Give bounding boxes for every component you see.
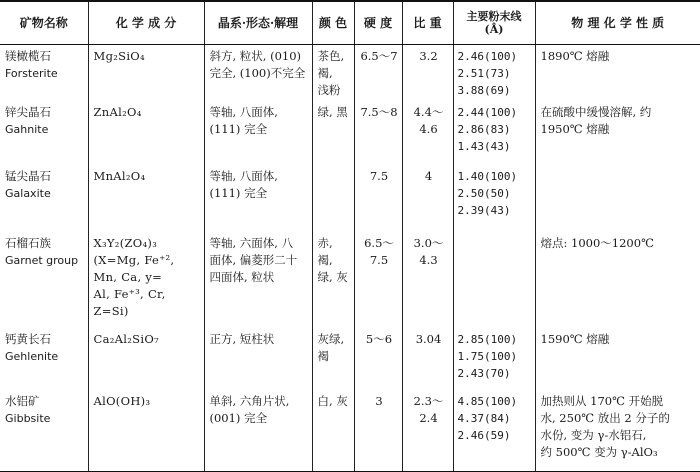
sg-cell: 3.0～4.3 <box>402 232 453 328</box>
xrd-cell: 2.46(100) 2.51(73) 3.88(69) <box>453 44 535 101</box>
table-row <box>0 101 700 165</box>
hardness-cell: 3 <box>354 390 402 471</box>
properties-cell: 加热则从 170℃ 开始脱 水, 250℃ 放出 2 分子的 水份, 变为 γ-水铝石, 约 500℃ 变为 γ-AlO₃ <box>535 390 700 471</box>
name-cell <box>0 328 88 390</box>
header-composition: 化 学 成 分 <box>88 1 204 44</box>
color-cell <box>312 165 354 232</box>
properties-cell: 熔点: 1000～1200℃ <box>535 232 700 328</box>
mineral-name-en: Galaxite <box>5 187 51 200</box>
mineral-name-zh: 水铝矿 <box>5 394 40 408</box>
header-hardness: 硬 度 <box>354 1 402 44</box>
name-cell <box>0 165 88 232</box>
formula-cell: ZnAl₂O₄ <box>88 101 204 165</box>
table-header <box>0 1 700 44</box>
xrd-cell: 1.40(100) 2.50(50) 2.39(43) <box>453 165 535 232</box>
mineral-name-zh: 镁橄榄石 <box>5 48 51 63</box>
color-cell: 白, 灰 <box>312 390 354 471</box>
xrd-cell: 4.85(100) 4.37(84) 2.46(59) <box>453 390 535 471</box>
mineral-name-en: Garnet group <box>5 254 79 267</box>
mineral-name-zh: 钙黄长石 <box>5 332 51 346</box>
table-row <box>0 390 700 471</box>
table-row <box>0 44 700 101</box>
header-specific-gravity: 比 重 <box>402 1 453 44</box>
hardness-cell: 7.5 <box>354 165 402 232</box>
name-cell <box>0 390 88 471</box>
color-cell: 茶色, 褐, 浅粉 <box>312 44 354 101</box>
xrd-cell: 2.44(100) 2.86(83) 1.43(43) <box>453 101 535 165</box>
color-cell: 绿, 黑 <box>312 101 354 165</box>
crystal-cell: 斜方, 粒状, (010) 完全, (100)不完全 <box>204 44 312 101</box>
crystal-cell: 等轴, 六面体, 八 面体, 偏菱形二十 四面体, 粒状 <box>204 232 312 328</box>
mineral-name-zh: 锰尖晶石 <box>5 169 51 183</box>
table-row <box>0 165 700 232</box>
name-cell <box>0 101 88 165</box>
formula-cell: AlO(OH)₃ <box>88 390 204 471</box>
mineral-name-en: Forsterite <box>5 66 58 80</box>
formula-cell: MnAl₂O₄ <box>88 165 204 232</box>
header-properties: 物 理 化 学 性 质 <box>535 1 700 44</box>
header-crystal: 晶系·形态·解理 <box>204 1 312 44</box>
color-cell: 赤, 褐, 绿, 灰 <box>312 232 354 328</box>
hardness-cell: 7.5～8 <box>354 101 402 165</box>
sg-cell: 4 <box>402 165 453 232</box>
crystal-cell: 等轴, 八面体, (111) 完全 <box>204 165 312 232</box>
hardness-cell: 5～6 <box>354 328 402 390</box>
sg-cell: 3.04 <box>402 328 453 390</box>
mineral-name-zh: 石榴石族 <box>5 236 51 250</box>
xrd-cell: 2.85(100) 1.75(100) 2.43(70) <box>453 328 535 390</box>
crystal-cell: 单斜, 六角片状, (001) 完全 <box>204 390 312 471</box>
header-powder-lines: 主要粉末线 (Å) <box>453 1 535 44</box>
hardness-cell: 6.5～7.5 <box>354 232 402 328</box>
header-color: 颜 色 <box>312 1 354 44</box>
sg-cell: 2.3～2.4 <box>402 390 453 471</box>
color-cell: 灰绿, 褐 <box>312 328 354 390</box>
mineral-name-en: Gahnite <box>5 123 49 136</box>
table-row <box>0 232 700 328</box>
hardness-cell: 6.5～7 <box>354 44 402 101</box>
properties-cell: 在硫酸中缓慢溶解, 约 1950℃ 熔融 <box>535 101 700 165</box>
formula-cell: Mg₂SiO₄ <box>88 44 204 101</box>
sg-cell: 3.2 <box>402 44 453 101</box>
properties-cell: 1590℃ 熔融 <box>535 328 700 390</box>
properties-cell <box>535 165 700 232</box>
name-cell <box>0 44 88 101</box>
table-row <box>0 328 700 390</box>
xrd-cell <box>453 232 535 328</box>
name-cell <box>0 232 88 328</box>
mineral-name-en: Gibbsite <box>5 412 51 425</box>
header-name: 矿物名称 <box>0 1 88 44</box>
mineral-name-zh: 锌尖晶石 <box>5 105 51 119</box>
mineral-name-en: Gehlenite <box>5 350 59 363</box>
crystal-cell: 正方, 短柱状 <box>204 328 312 390</box>
properties-cell: 1890℃ 熔融 <box>535 44 700 101</box>
crystal-cell: 等轴, 八面体, (111) 完全 <box>204 101 312 165</box>
formula-cell: X₃Y₂(ZO₄)₃ (X=Mg, Fe⁺², Mn, Ca, y= Al, Fe⁺³, Cr, Z=Si) <box>88 232 204 328</box>
formula-cell: Ca₂Al₂SiO₇ <box>88 328 204 390</box>
sg-cell: 4.4～4.6 <box>402 101 453 165</box>
